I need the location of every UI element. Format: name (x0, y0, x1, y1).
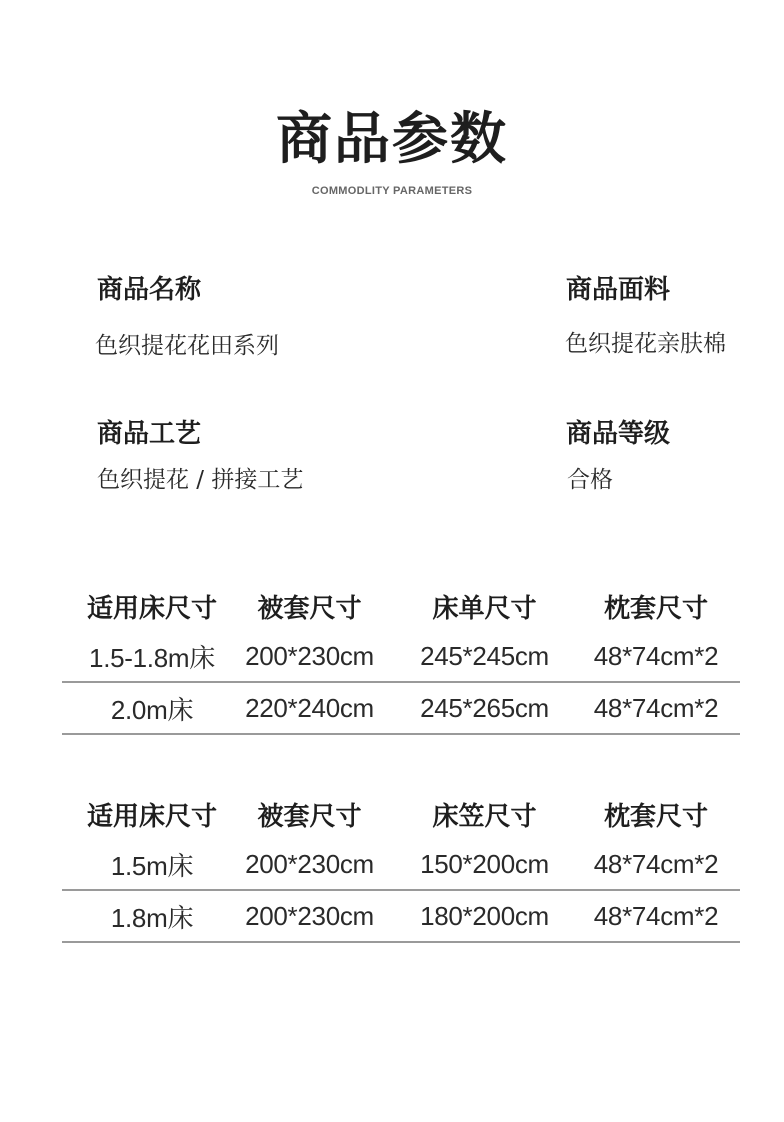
table-row (62, 891, 740, 943)
param-label: 商品等级 (566, 419, 671, 449)
table-header-cell: 适用床尺寸 (86, 801, 217, 832)
param-value: 合格 (567, 467, 613, 493)
table-cell: 200*230cm (245, 848, 374, 879)
table-header-row (62, 581, 740, 631)
size-table-fitted-sheet (62, 789, 740, 943)
table-cell: 245*265cm (420, 692, 549, 723)
table-cell: 48*74cm*2 (593, 692, 719, 723)
table-cell: 200*230cm (245, 640, 374, 671)
param-value: 色织提花亲肤棉 (565, 331, 726, 357)
table-cell: 180*200cm (420, 900, 549, 931)
table-cell: 220*240cm (245, 692, 374, 723)
param-value: 色织提花花田系列 (95, 333, 279, 359)
param-label: 商品工艺 (97, 419, 202, 449)
size-table-sheet (62, 581, 740, 735)
table-row (62, 631, 740, 683)
table-cell: 1.5m床 (110, 850, 194, 881)
param-product-fabric (566, 273, 726, 359)
table-cell: 2.0m床 (110, 694, 194, 725)
page-subtitle: COMMODLITY PARAMETERS (311, 185, 473, 197)
table-header-cell: 枕套尺寸 (603, 593, 708, 624)
table-row (62, 683, 740, 735)
table-cell: 200*230cm (245, 900, 374, 931)
param-value: 色织提花 / 拼接工艺 (97, 467, 304, 493)
param-product-grade (566, 417, 670, 495)
param-product-craft (97, 417, 303, 495)
table-header-cell: 被套尺寸 (257, 801, 362, 832)
table-cell: 1.8m床 (110, 902, 194, 933)
table-header-row (62, 789, 740, 839)
table-cell: 1.5-1.8m床 (89, 642, 215, 673)
param-label: 商品名称 (97, 275, 202, 305)
table-header-cell: 被套尺寸 (257, 593, 362, 624)
table-header-cell: 床笠尺寸 (432, 801, 537, 832)
table-header-cell: 枕套尺寸 (603, 801, 708, 832)
table-cell: 150*200cm (420, 848, 549, 879)
table-header-cell: 适用床尺寸 (86, 593, 217, 624)
table-cell: 245*245cm (420, 640, 549, 671)
table-row (62, 839, 740, 891)
param-product-name (97, 273, 279, 361)
table-cell: 48*74cm*2 (593, 900, 719, 931)
param-label: 商品面料 (566, 275, 671, 305)
table-cell: 48*74cm*2 (593, 848, 719, 879)
page-title: 商品参数 (276, 107, 508, 172)
table-cell: 48*74cm*2 (593, 640, 719, 671)
table-header-cell: 床单尺寸 (432, 593, 537, 624)
